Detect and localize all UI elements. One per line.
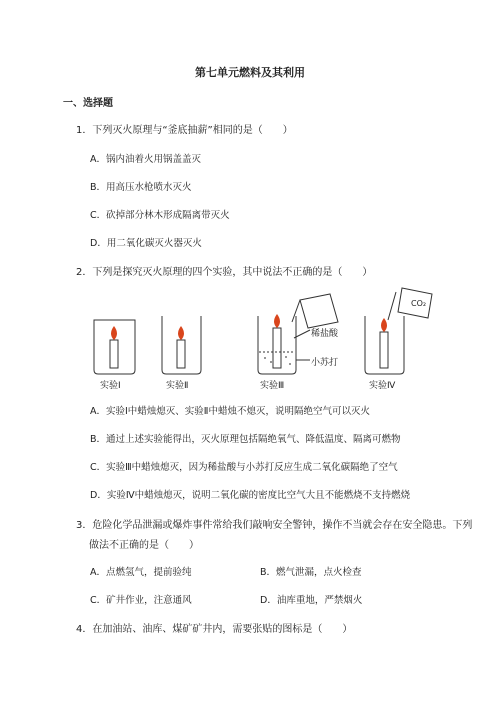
question-2-option-c: C．实验Ⅲ中蜡烛熄灭，因为稀盐酸与小苏打反应生成二氧化碳隔绝了空气 [90, 462, 398, 473]
flame-2 [178, 326, 184, 340]
experiment-1-label: 实验Ⅰ [100, 381, 121, 391]
question-3-option-d: D．油库重地，严禁烟火 [260, 595, 363, 606]
page-title: 第七单元燃料及其利用 [195, 66, 305, 79]
experiment-3-label: 实验Ⅲ [260, 381, 285, 391]
soda-label: 小苏打 [311, 358, 339, 368]
candle-flames [111, 314, 387, 340]
flame-4 [381, 318, 387, 332]
flame-3 [274, 314, 280, 328]
experiment-2-label: 实验Ⅱ [166, 381, 189, 391]
acid-bottle [300, 294, 338, 328]
candle-shape [110, 340, 118, 368]
question-3-option-b: B．燃气泄漏，点火检查 [260, 567, 362, 578]
experiment-2-beaker [162, 316, 201, 374]
acid-label: 稀盐酸 [311, 329, 339, 339]
question-2-option-b: B．通过上述实验能得出，灭火原理包括隔绝氧气、降低温度、隔离可燃物 [90, 434, 401, 445]
question-1-stem: 1．下列灭火原理与“釜底抽薪”相同的是（ ） [76, 125, 293, 136]
question-2-option-a: A．实验Ⅰ中蜡烛熄灭、实验Ⅱ中蜡烛不熄灭，说明隔绝空气可以灭火 [90, 406, 370, 417]
flame-1 [111, 326, 117, 340]
question-3-option-a: A．点燃氢气，提前验纯 [90, 567, 192, 578]
question-2-stem: 2．下列是探究灭火原理的四个实验，其中说法不正确的是（ ） [76, 267, 373, 278]
question-1-option-d: D．用二氧化碳灭火器灭火 [90, 238, 202, 249]
question-1-option-a: A．锅内油着火用锅盖盖灭 [90, 154, 201, 165]
co2-label: CO₂ [411, 299, 427, 308]
question-1-option-b: B．用高压水枪喷水灭火 [90, 182, 192, 193]
question-3-option-c: C．矿井作业，注意通风 [90, 595, 192, 606]
question-2-option-d: D．实验Ⅳ中蜡烛熄灭，说明二氧化碳的密度比空气大且不能燃烧不支持燃烧 [90, 490, 411, 501]
question-3-stem-line-2: 做法不正确的是（ ） [89, 540, 199, 551]
question-4-stem: 4．在加油站、油库、煤矿矿井内，需要张贴的图标是（ ） [76, 624, 353, 635]
section-heading: 一、选择题 [63, 98, 113, 109]
question-3-stem-line-1: 3．危险化学品泄漏或爆炸事件常给我们敲响安全警钟，操作不当就会存在安全隐患。下列 [76, 520, 473, 531]
question-1-option-c: C．砍掉部分林木形成隔离带灭火 [90, 210, 230, 221]
experiment-4-label: 实验Ⅳ [369, 381, 396, 391]
